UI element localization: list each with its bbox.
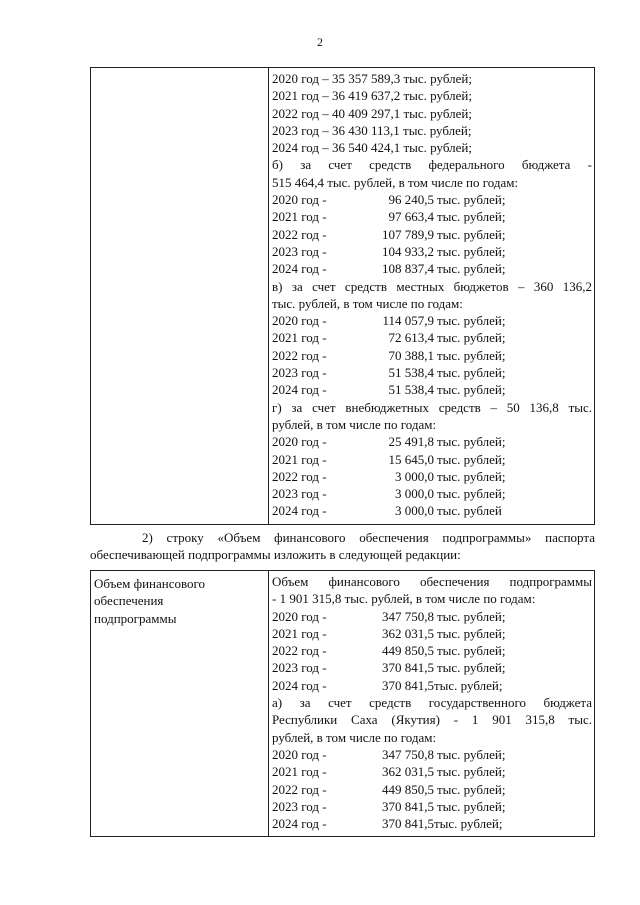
amount-value: 51 538,4 bbox=[388, 365, 434, 381]
year-amount-line bbox=[272, 208, 592, 225]
year-label: 2023 год - bbox=[272, 243, 327, 259]
year-amount-line bbox=[272, 625, 592, 642]
year-label: 2024 год - bbox=[272, 382, 327, 398]
amount-value: 70 388,1 bbox=[388, 347, 434, 363]
year-amount-line bbox=[272, 312, 592, 329]
year-label: 2020 год - bbox=[272, 608, 327, 624]
amount-unit: тыс. рублей; bbox=[437, 451, 506, 467]
year-amount-line bbox=[272, 815, 592, 832]
amount-unit: тыс. рублей; bbox=[437, 625, 506, 641]
text-line: а) за счет средств государственного бюджета bbox=[272, 695, 592, 711]
amount-value: 107 789,9 bbox=[382, 226, 434, 242]
amount-value: 108 837,4 bbox=[382, 261, 434, 277]
amount-value: 51 538,4 bbox=[388, 382, 434, 398]
amount-unit: тыс. рублей; bbox=[434, 677, 503, 693]
year-label: 2021 год - bbox=[272, 330, 327, 346]
left-label-line: обеспечения bbox=[94, 593, 164, 609]
year-amount-line bbox=[272, 329, 592, 346]
year-label: 2022 год - bbox=[272, 643, 327, 659]
amount-value: 362 031,5 bbox=[382, 764, 434, 780]
table2-right-cell bbox=[269, 571, 595, 837]
year-label: 2021 год - bbox=[272, 625, 327, 641]
amount-value: 449 850,5 bbox=[382, 781, 434, 797]
amount-value: 370 841,5 bbox=[382, 816, 434, 832]
year-amount-line bbox=[272, 347, 592, 364]
amount-value: 3 000,0 bbox=[395, 486, 434, 502]
year-amount-line bbox=[272, 659, 592, 676]
amount-value: 72 613,4 bbox=[388, 330, 434, 346]
year-amount-line bbox=[272, 502, 592, 519]
text-line: 2023 год – 36 430 113,1 тыс. рублей; bbox=[272, 122, 472, 138]
year-label: 2024 год - bbox=[272, 816, 327, 832]
text-line: - 1 901 315,8 тыс. рублей, в том числе по годам: bbox=[272, 591, 536, 607]
amount-value: 347 750,8 bbox=[382, 608, 434, 624]
text-line: рублей, в том числе по годам: bbox=[272, 729, 437, 745]
year-label: 2024 год - bbox=[272, 503, 327, 519]
year-amount-line bbox=[272, 608, 592, 625]
year-label: 2022 год - bbox=[272, 468, 327, 484]
table1-left-text bbox=[91, 68, 268, 72]
text-line: г) за счет внебюджетных средств – 50 136,8 тыс. bbox=[272, 399, 592, 415]
text-line: Республики Саха (Якутия) - 1 901 315,8 тыс. bbox=[272, 712, 592, 728]
amount-value: 25 491,8 bbox=[388, 434, 434, 450]
year-label: 2024 год - bbox=[272, 677, 327, 693]
text-line: тыс. рублей, в том числе по годам: bbox=[272, 295, 463, 311]
amount-unit: тыс. рублей; bbox=[437, 226, 506, 242]
amount-value: 114 057,9 bbox=[382, 313, 434, 329]
amount-unit: тыс. рублей; bbox=[437, 660, 506, 676]
year-label: 2020 год - bbox=[272, 313, 327, 329]
page-number: 2 bbox=[317, 35, 323, 49]
text-line: Объем финансового обеспечения подпрограммы bbox=[272, 574, 592, 589]
paragraph-line-1: 2) строку «Объем финансового обеспечения подпрограммы» паспорта bbox=[142, 530, 595, 545]
amount-unit: тыс. рублей; bbox=[437, 486, 506, 502]
amount-value: 347 750,8 bbox=[382, 746, 434, 762]
amount-value: 370 841,5 bbox=[382, 660, 434, 676]
year-label: 2021 год - bbox=[272, 209, 327, 225]
text-line: в) за счет средств местных бюджетов – 360 136,2 bbox=[272, 278, 592, 294]
amount-unit: тыс. рублей; bbox=[437, 468, 506, 484]
amendment-paragraph bbox=[90, 529, 595, 564]
year-label: 2024 год - bbox=[272, 261, 327, 277]
amount-unit: тыс. рублей; bbox=[434, 816, 503, 832]
year-amount-line bbox=[272, 677, 592, 694]
year-amount-line bbox=[272, 381, 592, 398]
year-label: 2022 год - bbox=[272, 347, 327, 363]
year-amount-line bbox=[272, 798, 592, 815]
paragraph-line-2: обеспечивающей подпрограммы изложить в следующей редакции: bbox=[90, 547, 461, 563]
year-amount-line bbox=[272, 364, 592, 381]
year-amount-line bbox=[272, 260, 592, 277]
text-line: 2020 год – 35 357 589,3 тыс. рублей; bbox=[272, 71, 472, 86]
amount-unit: тыс. рублей; bbox=[437, 746, 506, 762]
year-amount-line bbox=[272, 191, 592, 208]
amount-unit: тыс. рублей; bbox=[437, 192, 506, 208]
amount-value: 362 031,5 bbox=[382, 625, 434, 641]
year-amount-line bbox=[272, 451, 592, 468]
amount-unit: тыс. рублей; bbox=[437, 261, 506, 277]
year-amount-line bbox=[272, 485, 592, 502]
amount-unit: тыс. рублей bbox=[437, 503, 502, 519]
funding-table-new bbox=[90, 570, 595, 837]
amount-unit: тыс. рублей; bbox=[437, 313, 506, 329]
year-amount-line bbox=[272, 763, 592, 780]
amount-unit: тыс. рублей; bbox=[437, 798, 506, 814]
year-label: 2021 год - bbox=[272, 764, 327, 780]
funding-table-continued bbox=[90, 67, 595, 525]
amount-unit: тыс. рублей; bbox=[437, 434, 506, 450]
year-label: 2023 год - bbox=[272, 486, 327, 502]
year-label: 2020 год - bbox=[272, 192, 327, 208]
table1-right-cell bbox=[269, 68, 595, 525]
amount-unit: тыс. рублей; bbox=[437, 330, 506, 346]
year-label: 2022 год - bbox=[272, 781, 327, 797]
amount-value: 96 240,5 bbox=[388, 192, 434, 208]
amount-unit: тыс. рублей; bbox=[437, 764, 506, 780]
text-line: 2021 год – 36 419 637,2 тыс. рублей; bbox=[272, 88, 472, 104]
table1-left-cell bbox=[91, 68, 269, 525]
year-amount-line bbox=[272, 468, 592, 485]
table2-left-cell bbox=[91, 571, 269, 837]
amount-value: 3 000,0 bbox=[395, 468, 434, 484]
amount-value: 3 000,0 bbox=[395, 503, 434, 519]
year-label: 2020 год - bbox=[272, 746, 327, 762]
amount-unit: тыс. рублей; bbox=[437, 382, 506, 398]
left-label-line: подпрограммы bbox=[94, 610, 177, 626]
text-line: рублей, в том числе по годам: bbox=[272, 416, 437, 432]
amount-value: 370 841,5 bbox=[382, 798, 434, 814]
year-amount-line bbox=[272, 642, 592, 659]
text-line: 2022 год – 40 409 297,1 тыс. рублей; bbox=[272, 105, 472, 121]
text-line: 2024 год – 36 540 424,1 тыс. рублей; bbox=[272, 140, 472, 156]
amount-value: 97 663,4 bbox=[388, 209, 434, 225]
amount-unit: тыс. рублей; bbox=[437, 347, 506, 363]
year-amount-line bbox=[272, 243, 592, 260]
amount-value: 104 933,2 bbox=[382, 243, 434, 259]
amount-unit: тыс. рублей; bbox=[437, 209, 506, 225]
year-label: 2023 год - bbox=[272, 798, 327, 814]
amount-value: 15 645,0 bbox=[388, 451, 434, 467]
year-label: 2023 год - bbox=[272, 365, 327, 381]
year-amount-line bbox=[272, 781, 592, 798]
amount-unit: тыс. рублей; bbox=[437, 643, 506, 659]
year-amount-line bbox=[272, 226, 592, 243]
amount-unit: тыс. рублей; bbox=[437, 781, 506, 797]
text-line: б) за счет средств федерального бюджета - bbox=[272, 157, 592, 173]
year-label: 2022 год - bbox=[272, 226, 327, 242]
year-label: 2021 год - bbox=[272, 451, 327, 467]
year-label: 2023 год - bbox=[272, 660, 327, 676]
year-label: 2020 год - bbox=[272, 434, 327, 450]
year-amount-line bbox=[272, 433, 592, 450]
year-amount-line bbox=[272, 746, 592, 763]
amount-unit: тыс. рублей; bbox=[437, 608, 506, 624]
table2-left-text bbox=[91, 571, 268, 627]
amount-value: 370 841,5 bbox=[382, 677, 434, 693]
left-label-line: Объем финансового bbox=[94, 576, 206, 591]
amount-unit: тыс. рублей; bbox=[437, 365, 506, 381]
amount-value: 449 850,5 bbox=[382, 643, 434, 659]
text-line: 515 464,4 тыс. рублей, в том числе по годам: bbox=[272, 174, 519, 190]
amount-unit: тыс. рублей; bbox=[437, 243, 506, 259]
